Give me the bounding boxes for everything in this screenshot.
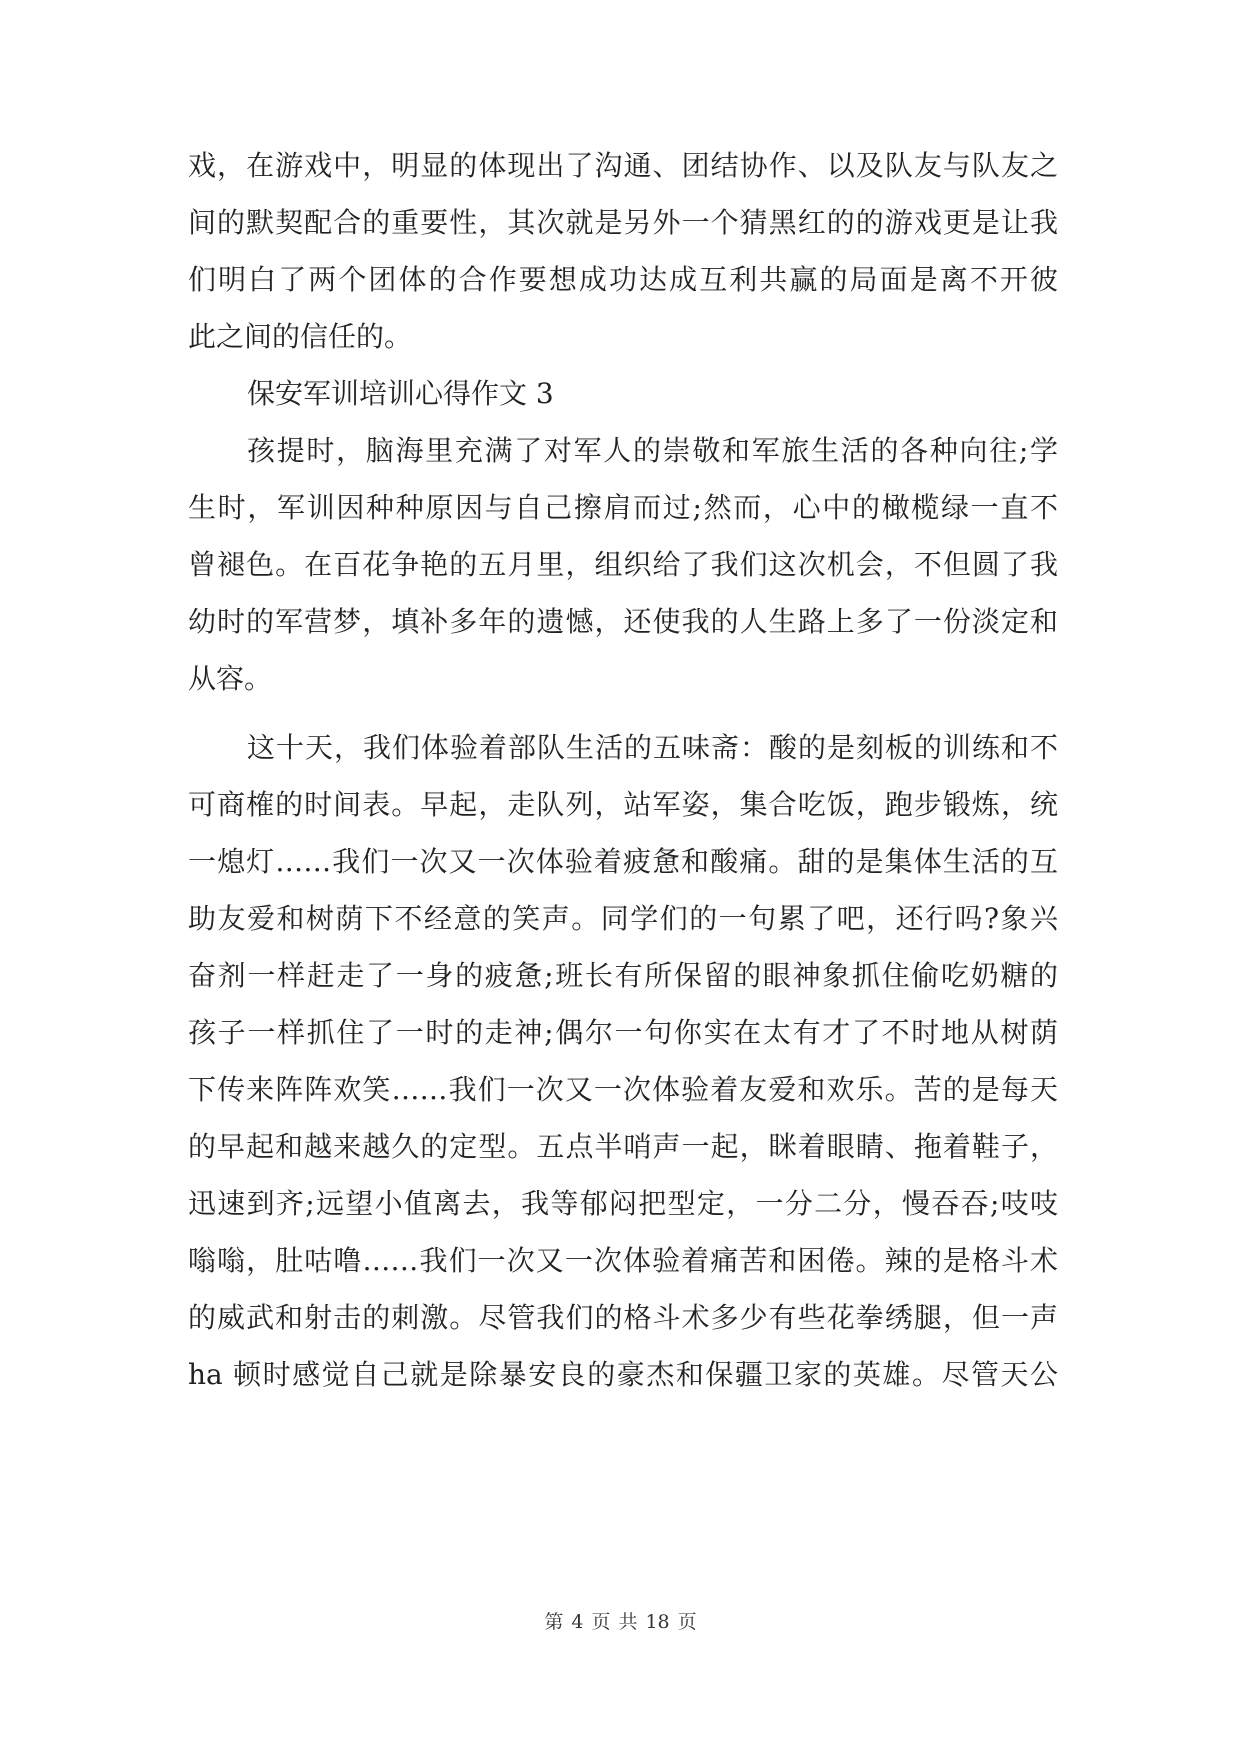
paragraph3-line-8: 的早起和越来越久的定型。五点半哨声一起，眯着眼睛、拖着鞋子， — [188, 1130, 1058, 1163]
paragraph3-line-1: 这十天，我们体验着部队生活的五味斋：酸的是刻板的训练和不 — [247, 731, 1058, 764]
paragraph3-line-5: 奋剂一样赶走了一身的疲惫;班长有所保留的眼神象抓住偷吃奶糖的 — [188, 959, 1058, 992]
paragraph3-line-4: 助友爱和树荫下不经意的笑声。同学们的一句累了吧，还行吗?象兴 — [188, 902, 1058, 935]
paragraph2-line-2: 生时，军训因种种原因与自己擦肩而过;然而，心中的橄榄绿一直不 — [188, 491, 1058, 524]
paragraph3-line-11: 的威武和射击的刺激。尽管我们的格斗术多少有些花拳绣腿，但一声 — [188, 1301, 1058, 1334]
footer-suffix: 页 — [677, 1611, 697, 1633]
paragraph1-line-4: 此之间的信任的。 — [188, 320, 413, 353]
section-heading: 保安军训培训心得作文 3 — [247, 377, 554, 410]
paragraph2-line-3: 曾褪色。在百花争艳的五月里，组织给了我们这次机会，不但圆了我 — [188, 548, 1058, 581]
footer-total-pages: 18 — [645, 1611, 670, 1633]
paragraph3-line-6: 孩子一样抓住了一时的走神;偶尔一句你实在太有才了不时地从树荫 — [188, 1016, 1058, 1049]
footer-page-word: 页 — [591, 1611, 611, 1633]
paragraph2-line-5: 从容。 — [188, 662, 273, 695]
page-footer — [0, 1610, 1241, 1634]
paragraph3-line-3: 一熄灯……我们一次又一次体验着疲惫和酸痛。甜的是集体生活的互 — [188, 845, 1058, 878]
footer-total-prefix: 共 — [618, 1611, 638, 1633]
paragraph1-line-3: 们明白了两个团体的合作要想成功达成互利共赢的局面是离不开彼 — [188, 263, 1058, 296]
paragraph2-line-1: 孩提时，脑海里充满了对军人的崇敬和军旅生活的各种向往;学 — [247, 434, 1058, 467]
paragraph3-line-12: ha 顿时感觉自己就是除暴安良的豪杰和保疆卫家的英雄。尽管天公 — [188, 1358, 1058, 1391]
paragraph1-line-1: 戏，在游戏中，明显的体现出了沟通、团结协作、以及队友与队友之 — [188, 149, 1058, 182]
paragraph3-line-7: 下传来阵阵欢笑……我们一次又一次体验着友爱和欢乐。苦的是每天 — [188, 1073, 1058, 1106]
paragraph3-line-2: 可商榷的时间表。早起，走队列，站军姿，集合吃饭，跑步锻炼，统 — [188, 788, 1058, 821]
paragraph3-line-10: 嗡嗡，肚咕噜……我们一次又一次体验着痛苦和困倦。辣的是格斗术 — [188, 1244, 1058, 1277]
footer-current-page: 4 — [571, 1611, 584, 1633]
paragraph3-line-9: 迅速到齐;远望小值离去，我等郁闷把型定，一分二分，慢吞吞;吱吱 — [188, 1187, 1058, 1220]
paragraph2-line-4: 幼时的军营梦，填补多年的遗憾，还使我的人生路上多了一份淡定和 — [188, 605, 1058, 638]
paragraph1-line-2: 间的默契配合的重要性，其次就是另外一个猜黑红的的游戏更是让我 — [188, 206, 1058, 239]
footer-prefix: 第 — [544, 1611, 564, 1633]
